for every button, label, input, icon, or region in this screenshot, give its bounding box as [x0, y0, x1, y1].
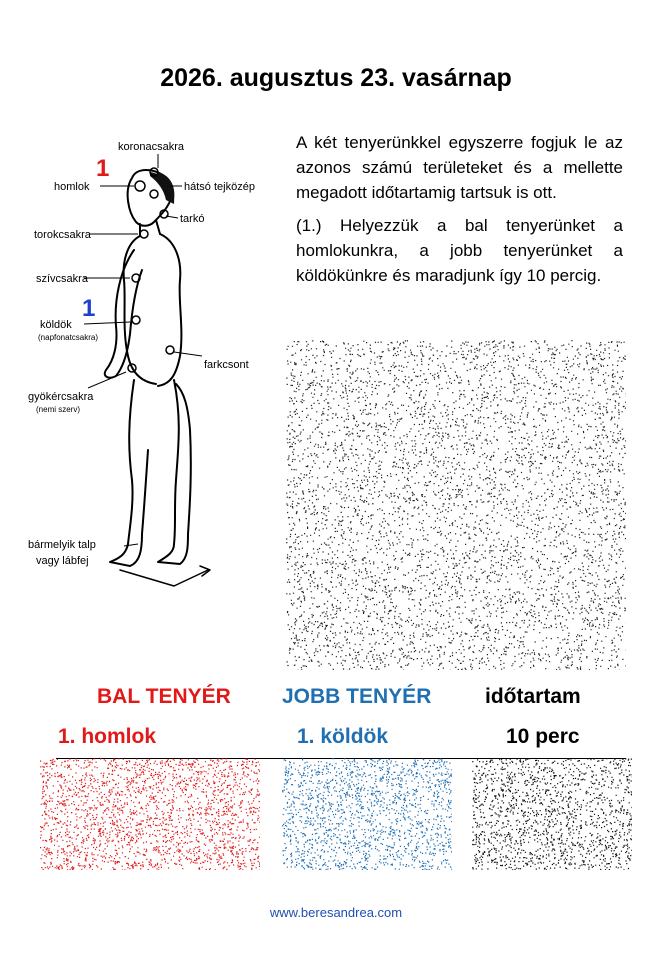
chakra-body-figure	[24, 130, 284, 600]
cell-left-palm: 1. homlok	[58, 725, 157, 748]
body-outline	[105, 170, 210, 586]
chakra-point	[135, 181, 145, 191]
label-gyokercsakra: gyökércsakra	[28, 391, 94, 403]
label-szivcsakra: szívcsakra	[36, 273, 88, 285]
label-koldok: köldök	[40, 319, 72, 331]
chakra-point	[150, 190, 158, 198]
speckle-noise	[286, 340, 626, 670]
label-talp-line2: vagy lábfej	[36, 555, 89, 567]
chakra-point	[166, 346, 174, 354]
header-left-palm: BAL TENYÉR	[97, 685, 231, 708]
label-talp-line1: bármelyik talp	[28, 539, 96, 551]
instruction-paragraph: (1.) Helyezzük a bal tenyerünket a homlokunkra, a jobb tenyerünket a köldökünkre és maradjunk így 10 percig.	[296, 216, 623, 285]
number-red: 1	[96, 155, 110, 182]
label-tarko: tarkó	[180, 213, 205, 225]
label-hatso-tejkozep: hátsó tejközép	[184, 181, 255, 193]
chakra-point	[132, 316, 140, 324]
cell-duration: 10 perc	[506, 725, 580, 748]
header-duration: időtartam	[485, 685, 581, 708]
label-gyokercsakra-sub: (nemi szerv)	[36, 405, 81, 414]
chakra-point	[140, 230, 148, 238]
header-right-palm: JOBB TENYÉR	[282, 685, 432, 708]
speckle-noise-dots	[286, 340, 626, 670]
page-title: 2026. augusztus 23. vasárnap	[160, 64, 512, 92]
number-blue: 1	[82, 295, 96, 322]
label-torokcsakra: torokcsakra	[34, 229, 91, 241]
body-diagram	[24, 130, 284, 600]
label-koldok-sub: (napfonatcsakra)	[38, 333, 99, 342]
speckle-noise-dots	[472, 758, 632, 870]
cell-right-palm: 1. köldök	[297, 725, 389, 748]
speckle-noise-red	[40, 758, 260, 870]
speckle-noise-black	[472, 758, 632, 870]
label-farkcsont: farkcsont	[204, 359, 249, 371]
speckle-noise-dots	[282, 758, 452, 870]
speckle-noise-dots	[40, 758, 260, 870]
footer-website: www.beresandrea.com	[269, 905, 403, 920]
label-homlok: homlok	[54, 181, 90, 193]
instruction-paragraph: A két tenyerünkkel egyszerre fogjuk le az azonos számú területeket és a mellette megadott időtartamig tartsuk is ott.	[296, 133, 623, 202]
speckle-noise-blue	[282, 758, 452, 870]
instructions-text	[296, 130, 623, 296]
label-koronacsakra: koronacsakra	[118, 141, 185, 153]
